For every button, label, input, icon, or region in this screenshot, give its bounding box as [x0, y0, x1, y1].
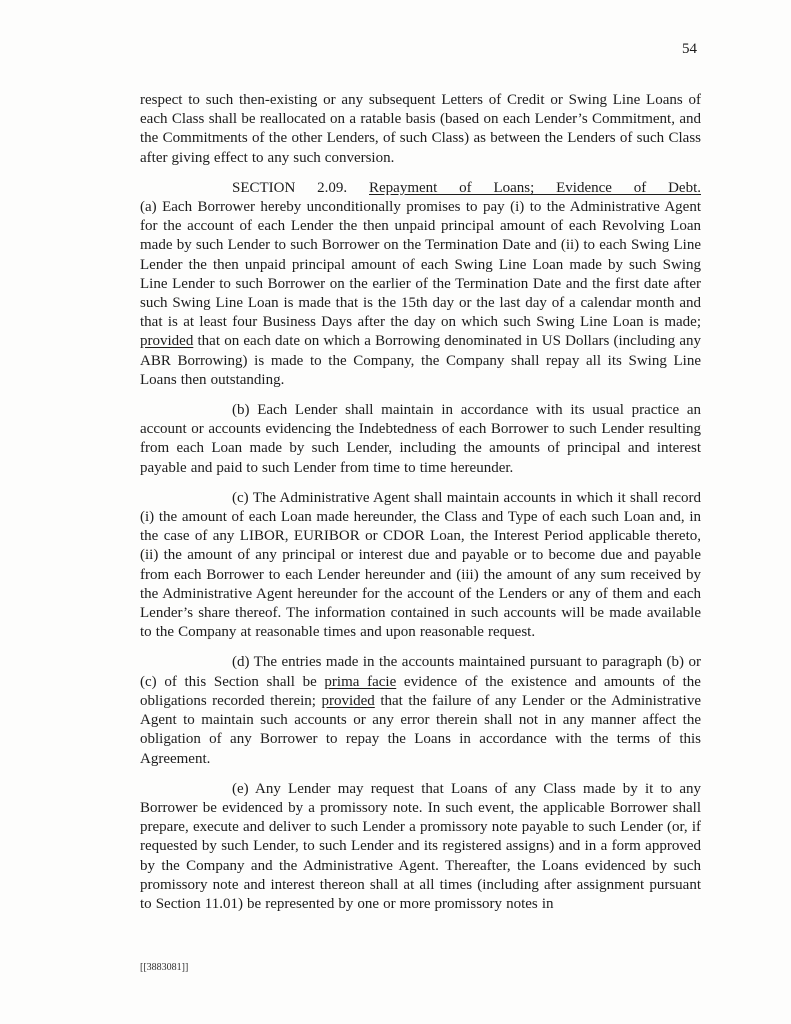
text-run: respect to such then-existing or any subsequent Letters of Credit or Swing Line Loans of each Class shall be reallocated on a ratable basis (based on each Lender’s Commitment, and the Commitments of the other Lenders, of such Class) as between the Lenders of such Class after giving effect to any such conversion. — [140, 92, 701, 166]
section-heading — [140, 179, 701, 198]
page-number: 54 — [682, 41, 697, 57]
text-run: evidence of the existence and amounts of the obligations recorded therein; — [140, 673, 701, 709]
paragraph-e — [140, 780, 701, 914]
paragraph-a — [140, 198, 701, 390]
paragraph-b — [140, 401, 701, 478]
underlined-text: prima facie — [324, 673, 397, 690]
paragraph-c — [140, 489, 701, 643]
underlined-text: Repayment of Loans; Evidence of Debt. — [369, 179, 701, 196]
paragraph-continuation — [140, 91, 701, 168]
document-control-number: [[3883081]] — [140, 962, 189, 973]
paragraph-d — [140, 653, 701, 768]
text-run: that the failure of any Lender or the Administrative Agent to maintain such accounts or any error therein shall not in any manner affect the obligation of any Borrower to repay the Loans in accordance with the terms of this Agreement. — [140, 692, 701, 767]
text-run: that on each date on which a Borrowing denominated in US Dollars (including any ABR Borrowing) is made to the Company, the Company shall repay all its Swing Line Loans then outstanding. — [140, 333, 701, 388]
document-body — [140, 91, 701, 914]
text-run: SECTION 2.09. — [232, 179, 369, 196]
underlined-text: provided — [321, 692, 375, 709]
underlined-text: provided — [140, 333, 194, 350]
text-run: (c) The Administrative Agent shall maintain accounts in which it shall record (i) the amount of each Loan made hereunder, the Class and Type of each such Loan and, in the case of any LIBOR, EURIBOR or CDOR Loan, the Interest Period applicable thereto, (ii) the amount of any principal or interest due and payable or to become due and payable from each Borrower to each Lender hereunder and (iii) the amount of any sum received by the Administrative Agent hereunder for the account of the Lenders or any of them and each Lender’s share thereof. The information contained in such accounts will be made available to the Company at reasonable times and upon reasonable request. — [140, 489, 701, 641]
text-run: (d) The entries made in the accounts maintained pursuant to paragraph (b) or (c) of this Section shall be — [140, 654, 701, 690]
text-run: (b) Each Lender shall maintain in accordance with its usual practice an account or accounts evidencing the Indebtedness of each Borrower to such Lender resulting from each Loan made by such Lender, including the amounts of principal and interest payable and paid to such Lender from time to time hereunder. — [140, 402, 701, 476]
text-run: (e) Any Lender may request that Loans of any Class made by it to any Borrower be evidenced by a promissory note. In such event, the applicable Borrower shall prepare, execute and deliver to such Lender a promissory note payable to such Lender (or, if requested by such Lender, to such Lender and its registered assigns) and in a form approved by the Company and the Administrative Agent. Thereafter, the Loans evidenced by such promissory note and interest thereon shall at all times (including after assignment pursuant to Section 11.01) be represented by one or more promissory notes in — [140, 780, 701, 912]
text-run: (a) Each Borrower hereby unconditionally promises to pay (i) to the Administrative Agent for the account of each Lender the then unpaid principal amount of each Revolving Loan made by such Lender to such Borrower on the Termination Date and (ii) to each Swing Line Lender the then unpaid principal amount of each Swing Line Loan made by such Swing Line Lender to such Borrower on the earlier of the Termination Date and the first date after such Swing Line Loan is made that is the 15th day or the last day of a calendar month and that is at least four Business Days after the day on which such Swing Line Loan is made; — [140, 199, 701, 331]
